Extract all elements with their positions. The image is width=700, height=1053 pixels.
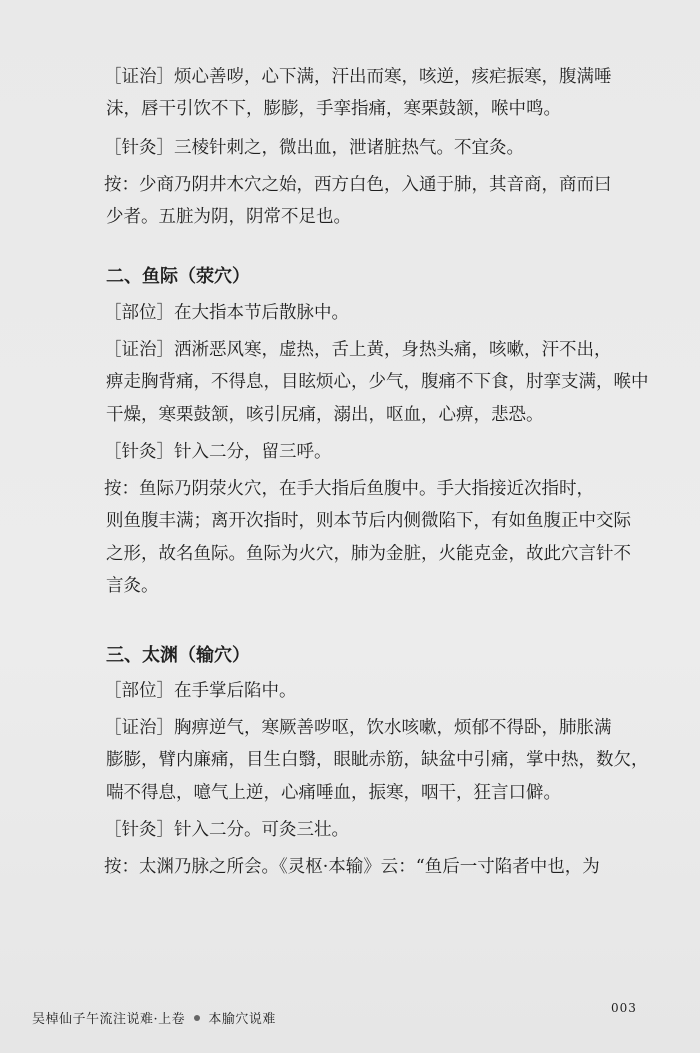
text-line: ［针灸］三棱针刺之，微出血，泄诸脏热气。不宜灸。 xyxy=(104,138,524,158)
text-line: ［针灸］针入二分，留三呼。 xyxy=(104,442,332,462)
text-line: ［证治］洒淅恶风寒，虚热，舌上黄，身热头痛，咳嗽，汗不出， xyxy=(104,340,612,360)
text-line: 干燥，寒栗鼓颔，咳引尻痛，溺出，呕血，心痹，悲恐。 xyxy=(106,405,544,425)
text-line: 则鱼腹丰满；离开次指时，则本节后内侧微陷下，有如鱼腹正中交际 xyxy=(106,511,631,531)
section-heading: 二、鱼际（荥穴） xyxy=(106,266,250,287)
text-line: 膨膨，臂内廉痛，目生白翳，眼眦赤筋，缺盆中引痛，掌中热，数欠， xyxy=(106,750,649,770)
text-line: 按：鱼际乃阴荥火穴，在手大指后鱼腹中。手大指接近次指时， xyxy=(104,479,594,499)
text-line: ［证治］胸痹逆气，寒厥善哕呕，饮水咳嗽，烦郁不得卧，肺胀满 xyxy=(104,718,612,738)
text-line: 喘不得息，噫气上逆，心痛唾血，振寒，咽干，狂言口僻。 xyxy=(106,783,561,803)
text-line: 痹走胸背痛，不得息，目眩烦心，少气，腹痛不下食，肘挛支满，喉中 xyxy=(106,372,649,392)
text-line: ［证治］烦心善哕，心下满，汗出而寒，咳逆，痎疟振寒，腹满唾 xyxy=(104,67,612,87)
section-title: 本腧穴说难 xyxy=(208,1012,276,1027)
running-footer xyxy=(32,1008,276,1027)
text-line: 沫，唇干引饮不下，膨膨，手挛指痛，寒栗鼓颔，喉中鸣。 xyxy=(106,99,561,119)
section-heading: 三、太渊（输穴） xyxy=(106,645,250,666)
text-line: 按：少商乃阴井木穴之始，西方白色，入通于肺，其音商，商而曰 xyxy=(104,175,612,195)
text-line: ［针灸］针入二分。可灸三壮。 xyxy=(104,820,349,840)
text-line: 言灸。 xyxy=(106,576,159,596)
text-line: ［部位］在大指本节后散脉中。 xyxy=(104,303,349,323)
text-line: 之形，故名鱼际。鱼际为火穴，肺为金脏，火能克金，故此穴言针不 xyxy=(106,544,631,564)
text-line: ［部位］在手掌后陷中。 xyxy=(104,681,297,701)
book-title: 吴棹仙子午流注说难·上卷 xyxy=(32,1012,186,1027)
page-number: 003 xyxy=(611,1001,637,1015)
separator-dot-icon xyxy=(194,1015,200,1021)
text-line: 少者。五脏为阴，阴常不足也。 xyxy=(106,207,351,227)
text-line: 按：太渊乃脉之所会。《灵枢·本输》云：“鱼后一寸陷者中也，为 xyxy=(104,857,600,877)
